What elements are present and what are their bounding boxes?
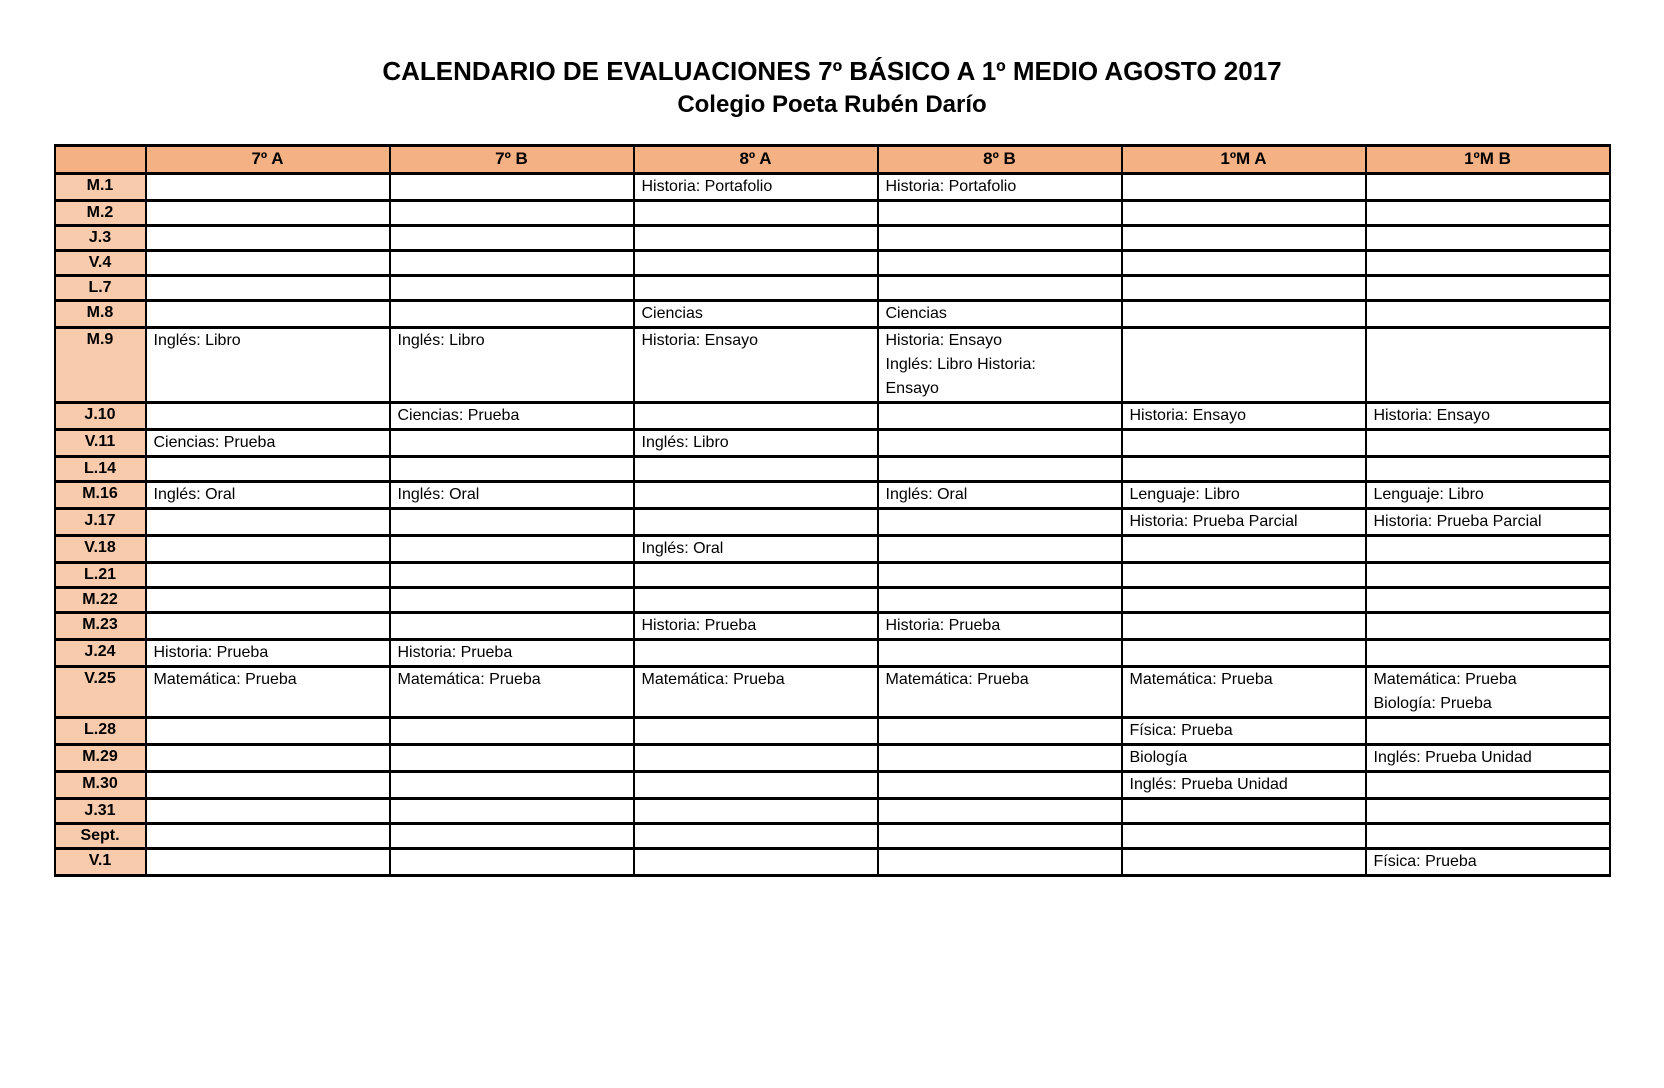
table-body [55,173,1610,875]
calendar-cell [634,429,878,456]
calendar-cell [1122,717,1366,744]
row-label: J.10 [55,402,146,429]
calendar-cell [146,562,390,587]
cell-line: Inglés: Oral [153,485,236,503]
calendar-cell [1366,823,1610,848]
calendar-cell [146,798,390,823]
page-subtitle: Colegio Poeta Rubén Darío [677,91,987,119]
calendar-cell [1122,429,1366,456]
calendar-cell [390,535,634,562]
cell-line: Historia: Ensayo [641,331,758,349]
calendar-cell [146,717,390,744]
calendar-cell [1122,250,1366,275]
calendar-cell [146,481,390,508]
calendar-cell [1366,275,1610,300]
calendar-cell [390,327,634,402]
calendar-cell [1366,225,1610,250]
calendar-cell [878,587,1122,612]
calendar-cell [1122,744,1366,771]
calendar-cell [634,848,878,875]
table-header [55,145,1610,173]
calendar-cell [634,717,878,744]
calendar-cell [390,250,634,275]
calendar-cell [1366,587,1610,612]
calendar-cell [878,612,1122,639]
cell-line: Matemática: Prueba [641,670,785,688]
table-row [55,327,1610,402]
calendar-cell [146,823,390,848]
calendar-cell [634,225,878,250]
calendar-cell [1366,173,1610,200]
calendar-cell [146,429,390,456]
calendar-cell [1366,402,1610,429]
calendar-cell [1366,456,1610,481]
calendar-cell [634,508,878,535]
calendar-cell [878,848,1122,875]
cell-line: Historia: Prueba [153,643,269,661]
calendar-cell [1122,300,1366,327]
calendar-cell [878,300,1122,327]
table-row [55,771,1610,798]
calendar-cell [878,562,1122,587]
calendar-cell [878,771,1122,798]
calendar-cell [634,823,878,848]
cell-line: Biología [1129,748,1188,766]
cell-line: Biología: Prueba [1373,694,1492,712]
table-row [55,225,1610,250]
calendar-cell [146,535,390,562]
calendar-cell [634,535,878,562]
cell-line: Ciencias [641,304,703,322]
table-row [55,562,1610,587]
cell-line: Matemática: Prueba [153,670,297,688]
calendar-cell [146,225,390,250]
calendar-cell [1122,612,1366,639]
cell-line: Inglés: Prueba Unidad [1129,775,1288,793]
table-row [55,173,1610,200]
table-row [55,666,1610,717]
row-label: M.2 [55,200,146,225]
cell-line: Historia: Prueba Parcial [1373,512,1542,530]
table-row [55,744,1610,771]
table-row [55,481,1610,508]
calendar-cell [878,327,1122,402]
calendar-cell [1122,823,1366,848]
calendar-cell [1122,798,1366,823]
page-title: CALENDARIO DE EVALUACIONES 7º BÁSICO A 1º MEDIO AGOSTO 2017 [382,56,1282,86]
calendar-cell [390,562,634,587]
cell-line: Inglés: Oral [397,485,480,503]
cell-line: Inglés: Libro [641,433,729,451]
calendar-cell [1122,562,1366,587]
calendar-cell [390,771,634,798]
calendar-cell [146,275,390,300]
calendar-cell [1122,771,1366,798]
cell-line: Ciencias [885,304,947,322]
column-header: 1ºM B [1366,145,1610,173]
cell-line: Inglés: Oral [641,539,724,557]
cell-line: Historia: Prueba [885,616,1001,634]
calendar-cell [634,612,878,639]
calendar-cell [634,744,878,771]
calendar-cell [390,481,634,508]
cell-line: Historia: Prueba [397,643,513,661]
table-row [55,275,1610,300]
table-row [55,402,1610,429]
calendar-cell [1122,666,1366,717]
row-label: V.1 [55,848,146,875]
cell-line: Ensayo [885,379,939,397]
calendar-cell [390,744,634,771]
calendar-cell [1366,535,1610,562]
calendar-cell [390,823,634,848]
calendar-cell [146,848,390,875]
column-header: 1ºM A [1122,145,1366,173]
cell-line: Historia: Portafolio [885,177,1017,195]
cell-line: Inglés: Libro Historia: [885,355,1036,373]
calendar-cell [878,402,1122,429]
row-label: M.29 [55,744,146,771]
table-row [55,200,1610,225]
calendar-cell [634,275,878,300]
evaluation-calendar-table [54,144,1611,877]
calendar-cell [1122,275,1366,300]
cell-line: Inglés: Libro [153,331,241,349]
calendar-cell [878,639,1122,666]
table-row [55,429,1610,456]
calendar-cell [1366,250,1610,275]
table-row [55,250,1610,275]
calendar-cell [390,300,634,327]
header-row [55,145,1610,173]
column-header: 8º A [634,145,878,173]
row-label: M.8 [55,300,146,327]
calendar-cell [1366,300,1610,327]
calendar-cell [390,456,634,481]
cell-line: Historia: Ensayo [1373,406,1490,424]
row-label: L.7 [55,275,146,300]
calendar-cell [878,429,1122,456]
column-header: 7º A [146,145,390,173]
calendar-cell [634,250,878,275]
calendar-cell [1366,508,1610,535]
calendar-cell [1366,200,1610,225]
row-label: L.14 [55,456,146,481]
row-label: V.4 [55,250,146,275]
calendar-cell [1366,771,1610,798]
calendar-cell [634,481,878,508]
calendar-cell [146,456,390,481]
table-row [55,823,1610,848]
cell-line: Matemática: Prueba [1373,670,1517,688]
row-label: M.23 [55,612,146,639]
calendar-cell [878,200,1122,225]
cell-line: Inglés: Libro [397,331,485,349]
row-label: J.31 [55,798,146,823]
table-row [55,612,1610,639]
cell-line: Historia: Prueba Parcial [1129,512,1298,530]
calendar-cell [390,848,634,875]
table-row [55,587,1610,612]
cell-line: Historia: Prueba [641,616,757,634]
cell-line: Matemática: Prueba [397,670,541,688]
calendar-cell [878,508,1122,535]
calendar-cell [878,250,1122,275]
calendar-cell [634,771,878,798]
cell-line: Historia: Ensayo [1129,406,1246,424]
calendar-cell [1366,612,1610,639]
calendar-cell [390,200,634,225]
cell-line: Ciencias: Prueba [397,406,520,424]
calendar-cell [146,508,390,535]
calendar-cell [390,275,634,300]
row-label: J.17 [55,508,146,535]
cell-line: Inglés: Prueba Unidad [1373,748,1532,766]
table-row [55,300,1610,327]
calendar-cell [1122,535,1366,562]
calendar-cell [878,666,1122,717]
row-label: V.25 [55,666,146,717]
calendar-cell [878,823,1122,848]
calendar-cell [634,639,878,666]
calendar-cell [634,300,878,327]
calendar-cell [1122,481,1366,508]
row-label: M.30 [55,771,146,798]
calendar-cell [878,798,1122,823]
calendar-cell [878,275,1122,300]
calendar-cell [1366,717,1610,744]
calendar-cell [146,744,390,771]
calendar-cell [1122,225,1366,250]
row-label: V.18 [55,535,146,562]
calendar-cell [1122,639,1366,666]
calendar-cell [146,173,390,200]
calendar-cell [146,639,390,666]
calendar-cell [1366,429,1610,456]
calendar-cell [1122,173,1366,200]
calendar-cell [634,456,878,481]
calendar-cell [878,717,1122,744]
row-label: M.22 [55,587,146,612]
calendar-cell [146,250,390,275]
calendar-cell [390,429,634,456]
calendar-cell [146,200,390,225]
calendar-cell [146,300,390,327]
calendar-cell [878,456,1122,481]
calendar-cell [390,225,634,250]
row-label: L.28 [55,717,146,744]
row-label: M.1 [55,173,146,200]
calendar-cell [390,173,634,200]
table-row [55,639,1610,666]
calendar-cell [390,798,634,823]
cell-line: Ciencias: Prueba [153,433,276,451]
calendar-cell [146,612,390,639]
calendar-cell [1366,481,1610,508]
cell-line: Matemática: Prueba [1129,670,1273,688]
calendar-cell [634,402,878,429]
table-row [55,717,1610,744]
calendar-cell [390,639,634,666]
calendar-cell [390,717,634,744]
table-row [55,456,1610,481]
calendar-cell [634,798,878,823]
table-row [55,535,1610,562]
calendar-cell [1122,200,1366,225]
column-header: 7º B [390,145,634,173]
row-label: Sept. [55,823,146,848]
row-label: M.16 [55,481,146,508]
calendar-cell [146,666,390,717]
calendar-cell [1366,666,1610,717]
calendar-cell [878,535,1122,562]
cell-line: Lenguaje: Libro [1129,485,1240,503]
calendar-cell [1122,327,1366,402]
table-row [55,798,1610,823]
calendar-cell [878,173,1122,200]
column-header: 8º B [878,145,1122,173]
calendar-cell [146,402,390,429]
calendar-cell [146,327,390,402]
calendar-cell [146,771,390,798]
row-label: M.9 [55,327,146,402]
cell-line: Historia: Portafolio [641,177,773,195]
calendar-cell [878,481,1122,508]
row-label: J.24 [55,639,146,666]
calendar-cell [634,562,878,587]
calendar-cell [878,744,1122,771]
calendar-cell [390,508,634,535]
calendar-cell [390,402,634,429]
cell-line: Física: Prueba [1129,721,1233,739]
calendar-cell [390,587,634,612]
calendar-cell [1366,327,1610,402]
calendar-cell [1366,639,1610,666]
calendar-cell [1122,456,1366,481]
calendar-cell [390,666,634,717]
calendar-cell [878,225,1122,250]
calendar-cell [634,327,878,402]
calendar-cell [1122,508,1366,535]
calendar-cell [634,173,878,200]
calendar-cell [1122,402,1366,429]
cell-line: Lenguaje: Libro [1373,485,1484,503]
calendar-cell [634,200,878,225]
calendar-cell [634,587,878,612]
calendar-cell [1366,848,1610,875]
calendar-cell [1366,744,1610,771]
table-row [55,848,1610,875]
calendar-cell [634,666,878,717]
table-row [55,508,1610,535]
row-label: L.21 [55,562,146,587]
calendar-cell [146,587,390,612]
cell-line: Inglés: Oral [885,485,968,503]
row-label: V.11 [55,429,146,456]
calendar-cell [1366,562,1610,587]
row-label: J.3 [55,225,146,250]
calendar-cell [1122,848,1366,875]
calendar-cell [390,612,634,639]
calendar-cell [1122,587,1366,612]
calendar-cell [1366,798,1610,823]
cell-line: Historia: Ensayo [885,331,1002,349]
corner-cell [55,145,146,173]
cell-line: Física: Prueba [1373,852,1477,870]
cell-line: Matemática: Prueba [885,670,1029,688]
